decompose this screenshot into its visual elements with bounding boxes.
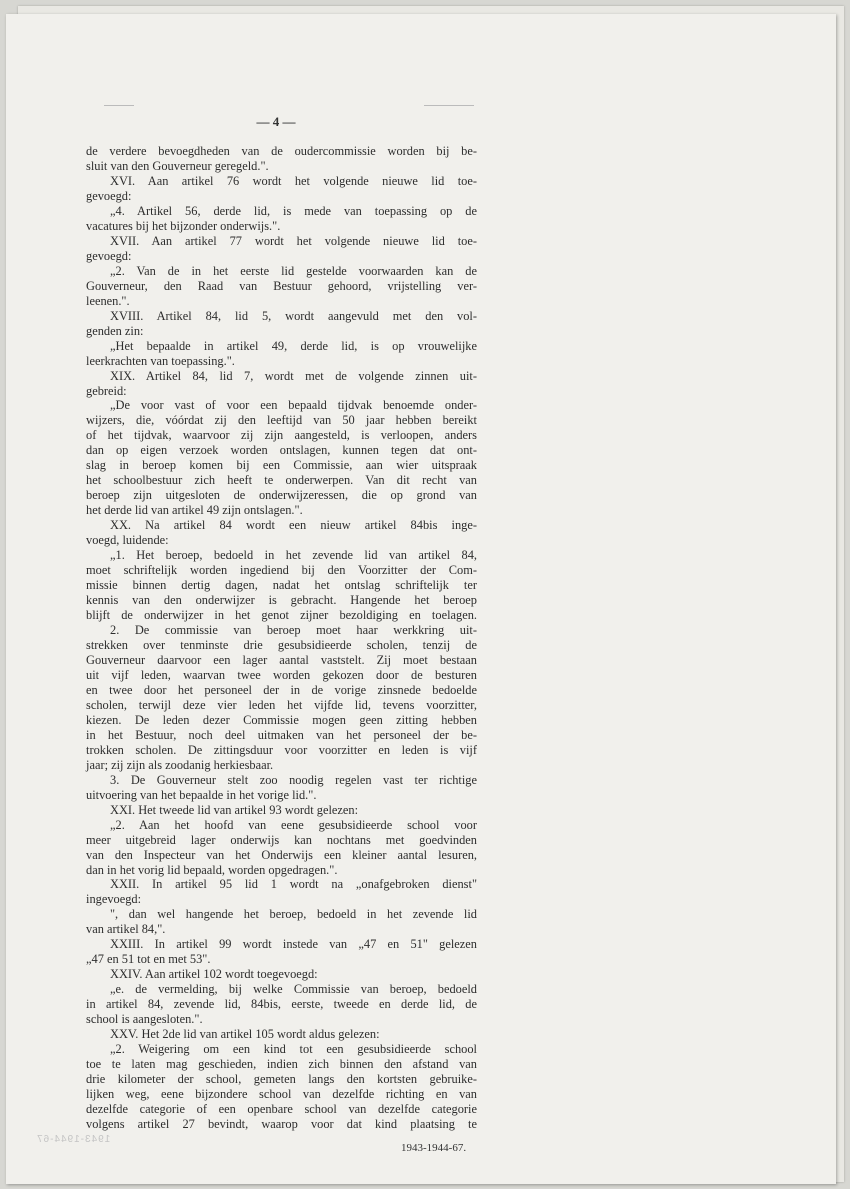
text-line: slag in beroep komen bij een Commissie, aan wier uitspraak [86,458,477,473]
text-line: het derde lid van artikel 49 zijn ontslagen.". [86,503,303,518]
footer-code: 1943-1944-67. [401,1142,467,1154]
text-line: kennis van den onderwijzer is gebracht. Hangende het beroep [86,593,477,608]
text-line: in artikel 84, zevende lid, 84bis, eerste, tweede en derde lid, de [86,997,477,1012]
text-line: XXV. Het 2de lid van artikel 105 wordt aldus gelezen: [110,1027,380,1042]
text-line: „2. Weigering om een kind tot een gesubsidieerde school [110,1042,477,1057]
text-line: XVIII. Artikel 84, lid 5, wordt aangevuld met den vol- [110,308,477,323]
text-line: XXI. Het tweede lid van artikel 93 wordt gelezen: [110,802,359,817]
text-line: volgens artikel 27 bevindt, waarop voor dat kind plaatsing te [86,1116,477,1131]
text-line: lijken weg, eene bijzondere school van dezelfde richting en van [86,1087,477,1102]
text-line: dan op eigen verzoek worden ontslagen, kunnen tegen dat ont- [86,443,477,458]
text-line: leerkrachten van toepassing.". [86,353,235,368]
text-line: strekken over tenminste drie gesubsidieerde scholen, tenzij de [86,637,477,652]
text-line: „2. Aan het hoofd van eene gesubsidieerde school voor [110,817,477,832]
text-line: XVI. Aan artikel 76 wordt het volgende nieuwe lid toe- [110,173,477,188]
text-line: missie binnen dertig dagen, nadat het ontslag schriftelijk ter [86,578,477,593]
text-line: ingevoegd: [86,892,142,907]
text-line: XX. Na artikel 84 wordt een nieuw artikel 84bis inge- [110,518,477,533]
text-line: „2. Van de in het eerste lid gestelde voorwaarden kan de [110,263,477,278]
document-page [6,14,836,1184]
text-line: wijzers, die, vóórdat zij den leeftijd van 50 jaar hebben bereikt [86,413,477,428]
text-line: „47 en 51 tot en met 53". [86,952,211,967]
text-line: meer uitgebreid lager onderwijs kan nochtans met goedvinden [86,832,477,847]
text-line: voegd, luidende: [86,533,169,548]
header-rule-right [424,105,474,106]
text-line: van den Inspecteur van het Onderwijs een kleiner aantal lesuren, [86,847,477,862]
text-line: blijft de onderwijzer in het genot zijner bezoldiging en toelagen. [86,608,477,623]
text-line: van artikel 84,". [86,922,166,937]
text-line: XXIV. Aan artikel 102 wordt toegevoegd: [110,967,318,982]
text-line: jaar; zij zijn als zoodanig herkiesbaar. [86,757,274,772]
header-rule-left [104,105,134,106]
text-line: de verdere bevoegdheden van de oudercommissie worden bij be- [86,144,477,158]
text-line: Gouverneur daarvoor een lager aantal vaststelt. Zij moet bestaan [86,652,477,667]
page-number: — 4 — [256,114,296,129]
text-line: XVII. Aan artikel 77 wordt het volgende nieuwe lid toe- [110,233,477,248]
text-line: ", dan wel hangende het beroep, bedoeld in het zevende lid [110,907,477,922]
body-text [86,144,477,1132]
text-line: uit vijf leden, waarvan twee worden gekozen door de besturen [86,667,477,682]
text-line: „Het bepaalde in artikel 49, derde lid, is op vrouwelijke [110,338,477,353]
text-line: gevoegd: [86,248,132,263]
text-line: in het Bestuur, noch deel uitmaken van het personeel der be- [86,727,477,742]
text-line: dezelfde categorie of een openbare school van dezelfde categorie [86,1102,477,1116]
text-line: trokken scholen. De zittingsduur voor voorzitter en leden is vijf [86,742,477,757]
text-line: toe te laten mag geschieden, indien zich binnen den afstand van [86,1057,477,1072]
text-line: XXIII. In artikel 99 wordt instede van „47 en 51" gelezen [110,937,477,952]
text-line: sluit van den Gouverneur geregeld.". [86,158,269,173]
text-line: drie kilometer der school, gemeten langs den kortsten gebruike- [86,1072,477,1087]
text-line: „De voor vast of voor een bepaald tijdvak benoemde onder- [110,398,477,413]
text-line: scholen, terwijl deze vier leden het vijfde lid, tevens voorzitter, [86,697,477,712]
text-line: of het tijdvak, waarvoor zij zijn aangesteld, is verloopen, anders [86,428,477,443]
text-line: kiezen. De leden dezer Commissie mogen geen zitting hebben [86,712,477,727]
text-line: leenen.". [86,293,130,308]
text-line: het schoolbestuur zich heeft te onderwerpen. Van dit recht van [86,473,477,488]
text-line: 2. De commissie van beroep moet haar werkkring uit- [110,623,477,637]
text-line: „e. de vermelding, bij welke Commissie van beroep, bedoeld [110,982,477,997]
stamp-mark: 1943-1944-67 [36,1134,111,1145]
text-line: moet schriftelijk worden ingediend bij den Voorzitter der Com- [86,563,477,578]
text-line: genden zin: [86,323,144,338]
text-line: „4. Artikel 56, derde lid, is mede van toepassing op de [110,203,477,218]
text-line: XIX. Artikel 84, lid 7, wordt met de volgende zinnen uit- [110,368,477,383]
text-line: uitvoering van het bepaalde in het vorige lid.". [86,787,317,802]
text-line: Gouverneur, den Raad van Bestuur gehoord, vrijstelling ver- [86,278,477,293]
text-line: XXII. In artikel 95 lid 1 wordt na „onafgebroken dienst" [110,877,477,892]
text-line: vacatures bij het bijzonder onderwijs.". [86,218,281,233]
text-line: gebreid: [86,383,127,398]
text-line: school is aangesloten.". [86,1012,203,1027]
text-line: „1. Het beroep, bedoeld in het zevende lid van artikel 84, [110,548,477,563]
text-line: 3. De Gouverneur stelt zoo noodig regelen vast ter richtige [110,772,477,787]
text-line: gevoegd: [86,188,132,203]
text-line: beroep zijn uitgesloten de onderwijzeressen, die op grond van [86,488,477,503]
text-line: en twee door het personeel der in de vorige zinsnede bedoelde [86,682,477,697]
text-line: dan in het vorig lid bepaald, worden opgedragen.". [86,862,338,877]
